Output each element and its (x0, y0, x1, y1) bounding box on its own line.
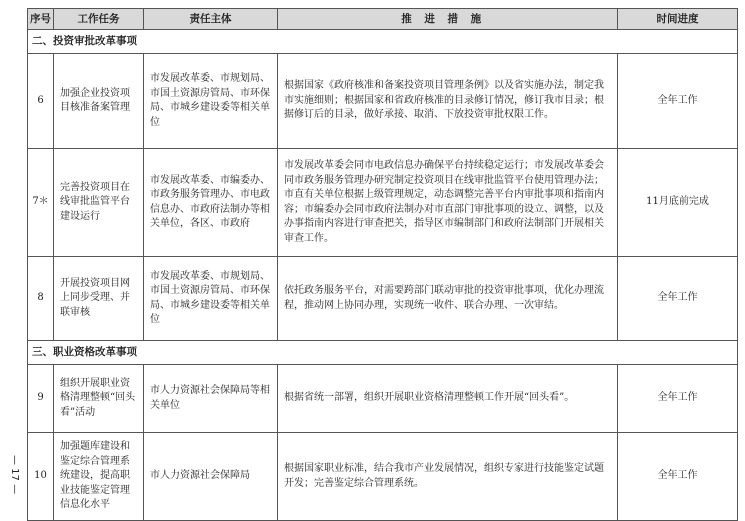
row-measures: 根据国家《政府核准和备案投资项目管理条例》以及省实施办法，制定我市实施细则；根据国家和省政府核准的目录修订情况，修订我市目录；根据修订后的目录，做好承接、取消、下放投资审批权限工作。 (278, 54, 618, 149)
section-title: 三、职业资格改革事项 (28, 341, 738, 365)
table-row (28, 365, 738, 433)
row-seq: 8 (28, 257, 54, 341)
row-owner: 市发展改革委、市规划局、市国土资源房管局、市环保局、市城乡建设委等相关单位 (144, 54, 278, 149)
header-measures: 推进措施 (278, 9, 618, 30)
row-schedule: 11月底前完成 (618, 149, 738, 257)
row-seq: 10 (28, 433, 54, 521)
table-row (28, 257, 738, 341)
header-schedule: 时间进度 (618, 9, 738, 30)
row-task: 完善投资项目在线审批监管平台建设运行 (54, 149, 144, 257)
row-owner: 市发展改革委、市规划局、市国土资源房管局、市环保局、市城乡建设委等相关单位 (144, 257, 278, 341)
section-row (28, 341, 738, 365)
row-measures: 依托政务服务平台，对需要跨部门联动审批的投资审批事项，优化办理流程，推动网上协同办理，实现统一收件、联合办理、一次审结。 (278, 257, 618, 341)
row-task: 加强题库建设和鉴定综合管理系统建设，提高职业技能鉴定管理信息化水平 (54, 433, 144, 521)
table-row (28, 54, 738, 149)
header-row (28, 9, 738, 30)
row-measures: 根据省统一部署，组织开展职业资格清理整顿工作开展“回头看”。 (278, 365, 618, 433)
row-schedule: 全年工作 (618, 433, 738, 521)
row-measures: 市发展改革委会同市电政信息办确保平台持续稳定运行；市发展改革委会同市政务服务管理办研究制定投资项目在线审批监管平台使用管理办法；市直有关单位根据上级管理规定，动态调整完善平台内审批事项和指南内容；市编委办会同市政府法制办对市直部门审批事项的设立、调整，以及办事指南内容进行审查把关，指导区市编制部门和政府法制部门开展相关审查工作。 (278, 149, 618, 257)
row-task: 加强企业投资项目核准备案管理 (54, 54, 144, 149)
row-seq: 9 (28, 365, 54, 433)
row-schedule: 全年工作 (618, 54, 738, 149)
section-title: 二、投资审批改革事项 (28, 30, 738, 54)
row-measures: 根据国家职业标准，结合我市产业发展情况，组织专家进行技能鉴定试题开发；完善鉴定综合管理系统。 (278, 433, 618, 521)
header-task: 工作任务 (54, 9, 144, 30)
header-owner: 责任主体 (144, 9, 278, 30)
row-schedule: 全年工作 (618, 257, 738, 341)
row-task: 开展投资项目网上同步受理、并联审核 (54, 257, 144, 341)
table-row (28, 149, 738, 257)
row-task: 组织开展职业资格清理整顿“回头看”活动 (54, 365, 144, 433)
row-owner: 市人力资源社会保障局等相关单位 (144, 365, 278, 433)
row-owner: 市发展改革委、市编委办、市政务服务管理办、市电政信息办、市政府法制办等相关单位，各区、市政府 (144, 149, 278, 257)
row-owner: 市人力资源社会保障局 (144, 433, 278, 521)
row-seq: 6 (28, 54, 54, 149)
header-seq: 序号 (28, 9, 54, 30)
row-seq: 7＊ (28, 149, 54, 257)
reform-task-table (27, 8, 738, 521)
section-row (28, 30, 738, 54)
page-number: — 17 — (9, 455, 20, 495)
row-schedule: 全年工作 (618, 365, 738, 433)
table-row (28, 433, 738, 521)
